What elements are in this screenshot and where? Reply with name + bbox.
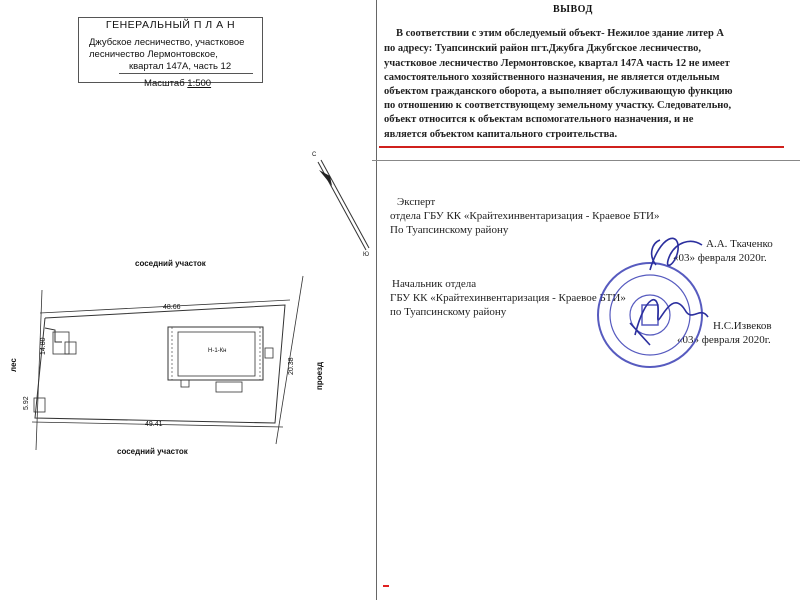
dim-top: 48.66: [163, 304, 181, 311]
expert-title-line-2: отдела ГБУ КК «Крайтехинвентаризация - Краевое БТИ»: [390, 210, 660, 222]
dim-bottom: 49.41: [145, 421, 163, 428]
label-forest: лес: [9, 358, 18, 372]
expert-title-line-3: По Туапсинскому району: [390, 224, 509, 236]
conclusion-heading: ВЫВОД: [553, 4, 593, 15]
scale-value: 1:500: [187, 78, 212, 89]
expert-date: «03» февраля 2020г.: [673, 252, 767, 264]
conclusion-line-7: объект относится к объектам вспомогательного назначения, и не: [384, 114, 694, 125]
head-title-line-1: Начальник отдела: [392, 278, 477, 290]
conclusion-line-2: по адресу: Туапсинский район пгт.Джубга Джубгское лесничество,: [384, 43, 702, 54]
official-stamp-icon: [598, 263, 702, 367]
dim-right: 20.38: [288, 357, 295, 375]
conclusion-line-3: участковое лесничество Лермонтовское, квартал 147А часть 12 не имеет: [384, 58, 730, 69]
section-divider: [372, 160, 800, 161]
plan-address-line-3: квартал 147А, часть 12: [129, 61, 232, 72]
conclusion-line-5: объектом гражданского оборота, а выполняет обслуживающую функцию: [384, 86, 733, 97]
conclusion-red-underline: [379, 146, 784, 148]
head-name: Н.С.Извеков: [713, 320, 772, 332]
label-passage: проезд: [315, 361, 324, 390]
head-title-line-3: по Туапсинскому району: [390, 306, 507, 318]
column-divider: [376, 0, 377, 600]
plan-address-line-1: Джубское лесничество, участковое: [89, 37, 245, 48]
head-date: «03» февраля 2020г.: [677, 334, 771, 346]
building-footprint: [168, 327, 273, 392]
expert-name: А.А. Ткаченко: [706, 238, 773, 250]
red-mark: [383, 585, 389, 587]
label-neighbor-top: соседний участок: [135, 259, 206, 268]
general-plan-pane: [0, 0, 376, 600]
site-plan-drawing: [0, 0, 376, 600]
conclusion-line-1: В соответствии с этим обследуемый объект- Нежилое здание литер А: [396, 28, 724, 39]
scale-label: Масштаб: [144, 78, 185, 89]
conclusion-line-4: самостоятельного хозяйственного назначения, не является отдельным: [384, 72, 720, 83]
plan-title: ГЕНЕРАЛЬНЫЙ П Л А Н: [105, 19, 236, 31]
conclusion-line-8: является объектом капитального строительства.: [384, 129, 618, 140]
south-label: Ю: [363, 252, 370, 258]
expert-title-line-1: Эксперт: [397, 196, 436, 208]
north-label: С: [312, 152, 317, 158]
plan-address-line-2: лесничество Лермонтовское,: [89, 49, 218, 60]
expert-signature-icon: [650, 238, 702, 270]
label-neighbor-bottom: соседний участок: [117, 447, 188, 456]
north-arrow-icon: [318, 160, 369, 250]
head-title-line-2: ГБУ КК «Крайтехинвентаризация - Краевое БТИ»: [390, 292, 626, 304]
dim-left-lower: 5.92: [23, 396, 30, 410]
building-label: Н-1-Кн: [208, 348, 227, 354]
dim-left-upper: 14.80: [40, 337, 47, 355]
conclusion-line-6: по отношению к соответствующему земельному участку. Следовательно,: [384, 100, 732, 111]
parcel-boundary: [35, 305, 285, 423]
signature-stamp-drawing: [590, 225, 720, 375]
